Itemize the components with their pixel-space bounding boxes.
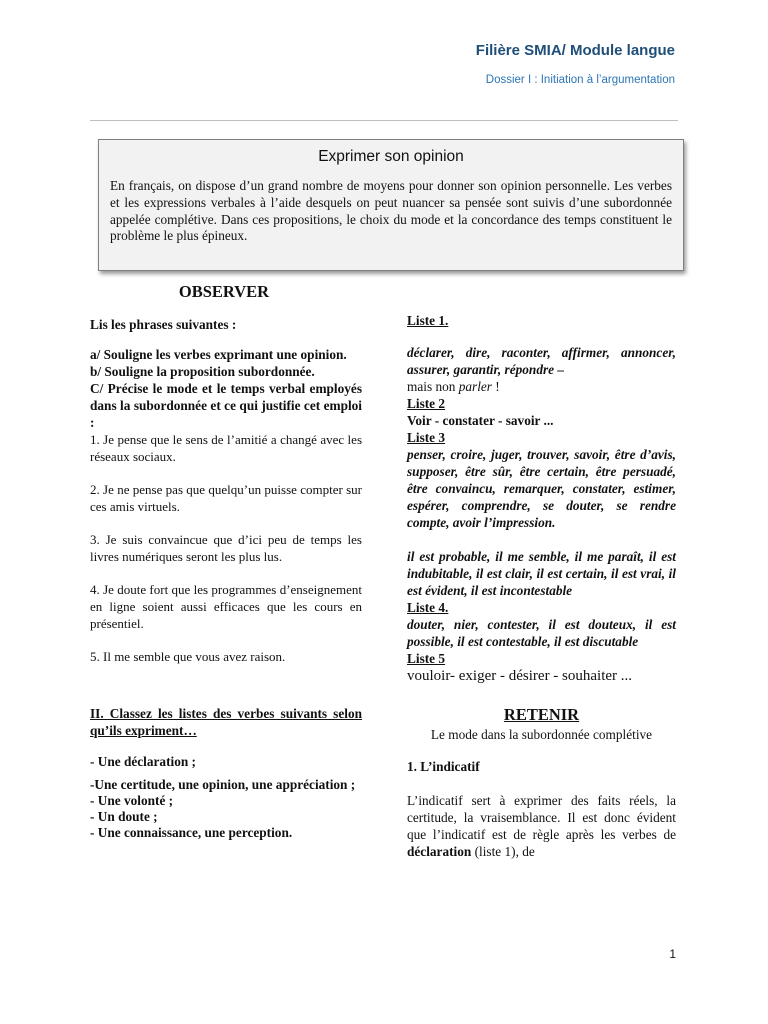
list-1-mais: mais non <box>407 379 459 394</box>
exercise-item-connaissance: - Une connaissance, une perception. <box>90 825 293 840</box>
list-4-text: douter, nier, contester, il est douteux, il est possible, il est contestable, il est discutable <box>407 617 676 649</box>
list-1-parler: parler <box>458 379 492 394</box>
sentence-2: 2. Je ne pense pas que quelqu’un puisse compter sur ces amis virtuels. <box>90 482 362 514</box>
retenir-subtitle: Le mode dans la subordonnée complétive <box>430 727 653 742</box>
indicatif-heading: 1. L’indicatif <box>407 759 480 774</box>
header-title: Filière SMIA/ Module langue <box>475 42 675 59</box>
instruction-b: b/ Souligne la proposition subordonnée. <box>90 364 315 379</box>
sentence-5: 5. Il me semble que vous avez raison. <box>90 649 286 664</box>
list-3-expressions: il est probable, il me semble, il me paraît, il est indubitable, il est clair, il est certain, il est vrai, il est évident, il est incontestable <box>407 549 676 598</box>
page-number: 1 <box>669 947 676 961</box>
header-divider <box>90 120 678 121</box>
exercise-2-title: II. Classez les listes des verbes suivants selon qu’ils expriment… <box>90 706 362 738</box>
list-1-text: déclarer, dire, raconter, affirmer, annoncer, assurer, garantir, répondre – <box>407 345 676 377</box>
list-1-end: ! <box>491 379 500 394</box>
left-column <box>90 282 362 841</box>
observer-intro: Lis les phrases suivantes : <box>90 317 237 332</box>
box-title: Exprimer son opinion <box>318 148 464 165</box>
list-4-title: Liste 4. <box>407 600 449 615</box>
list-5-text: vouloir- exiger - désirer - souhaiter ... <box>407 668 633 684</box>
indicatif-text-end: (liste 1), de <box>471 844 535 859</box>
instruction-a: a/ Souligne les verbes exprimant une opinion. <box>90 347 347 362</box>
exercise-item-volonte: - Une volonté ; <box>90 793 174 808</box>
opinion-box <box>98 139 684 271</box>
sentence-4: 4. Je doute fort que les programmes d’enseignement en ligne soient aussi efficaces que les cours en présentiel. <box>90 582 362 631</box>
exercise-item-doute: - Un doute ; <box>90 809 158 824</box>
list-3-text: penser, croire, juger, trouver, savoir, être d’avis, supposer, être sûr, être certain, être persuadé, être convaincu, remarquer, constater, estimer, espérer, comprendre, se douter, se rendre compte, avoir l’impression. <box>407 447 676 530</box>
indicatif-text <box>407 792 676 860</box>
observer-heading: OBSERVER <box>178 282 270 301</box>
list-3-title: Liste 3 <box>407 430 446 445</box>
instruction-c: C/ Précise le mode et le temps verbal employés dans la subordonnée et ce qui justifie cet emploi : <box>90 381 362 430</box>
list-5-title: Liste 5 <box>407 651 446 666</box>
exercise-item-declaration: - Une déclaration ; <box>90 754 196 769</box>
right-column <box>407 313 676 860</box>
sentence-1: 1. Je pense que le sens de l’amitié a changé avec les réseaux sociaux. <box>90 432 362 464</box>
list-2-title: Liste 2 <box>407 396 446 411</box>
indicatif-text-start: L’indicatif sert à exprimer des faits réels, la certitude, la vraisemblance. Il est donc évident que l’indicatif est de règle après les verbes de <box>407 793 676 842</box>
list-1-title: Liste 1. <box>407 313 449 328</box>
list-2-text: Voir - constater - savoir ... <box>407 413 554 428</box>
indicatif-text-bold: déclaration <box>407 844 472 859</box>
header-subtitle: Dossier I : Initiation à l’argumentation <box>485 74 675 86</box>
exercise-item-certitude: -Une certitude, une opinion, une appréciation ; <box>90 777 356 792</box>
list-1-note <box>407 378 676 395</box>
box-text: En français, on dispose d’un grand nombre de moyens pour donner son opinion personnelle. Les verbes et les expressions verbales à l’aide desquels on peut nuancer sa pensée sont suivis d’une subordonnée appelée complétive. Dans ces propositions, le choix du mode et la concordance des temps constituent le problème le plus épineux. <box>110 178 672 244</box>
sentence-3: 3. Je suis convaincue que d’ici peu de temps les livres numériques seront les plus lus. <box>90 532 362 564</box>
retenir-heading: RETENIR <box>503 705 580 724</box>
